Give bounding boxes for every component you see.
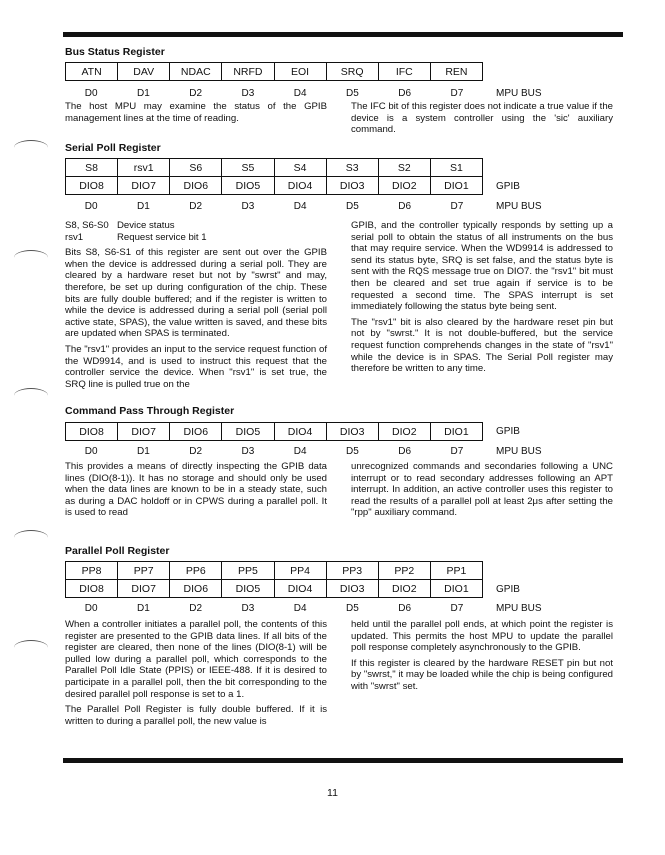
bit-label: D4 [293,603,307,614]
command-pass-left-text: This provides a means of directly inspecting the GPIB data lines (DIO(8-1)). It has no storage and should only be used when the data lines are known to be in a steady state, such as during a DAC holdoff or in CPWS during a parallel poll. It is used to read [65,461,327,519]
register-cell: PP2 [378,562,430,580]
serial-poll-mpu-bus-label: MPU BUS [496,201,542,212]
register-cell: DIO8 [66,580,118,598]
command-pass-gpib-label: GPIB [496,426,520,437]
register-cell: PP5 [222,562,274,580]
register-cell: NRFD [222,63,274,81]
serial-poll-right-column [351,220,613,379]
serial-poll-left-column [65,220,327,394]
command-pass-mpu-bus-label: MPU BUS [496,446,542,457]
margin-mark [14,140,48,155]
bus-status-bit-labels [65,88,483,99]
bit-label: D2 [189,201,203,212]
bit-label: D3 [241,201,255,212]
parallel-poll-gpib-label: GPIB [496,584,520,595]
margin-mark [14,640,48,655]
serial-poll-right-paragraph-1: GPIB, and the controller typically responds by setting up a serial poll to obtain the status of all instruments on the bus that may require service. When the WD9914 is addressed to send its status byte, SRQ is set false, and the status byte is sent with the RQS message true on DIO7. the "rsv1" bit must then be cleared and set true again if service is to be requested a second time. The SPAS interrupt is set immediately following the status byte being sent. [351,220,613,313]
bit-label: D3 [241,88,255,99]
register-cell: DIO5 [222,423,274,441]
bit-label: D0 [84,446,98,457]
register-cell: DIO6 [170,423,222,441]
bit-label: D6 [398,603,412,614]
parallel-poll-right-column [351,619,613,697]
bit-label: D2 [189,603,203,614]
definition-device-status [65,220,327,232]
register-cell: DIO3 [326,423,378,441]
register-cell: PP7 [118,562,170,580]
register-cell: DIO7 [118,177,170,195]
register-cell: S6 [170,159,222,177]
register-cell: PP1 [430,562,482,580]
serial-poll-left-paragraph-1: Bits S8, S6-S1 of this register are sent out over the GPIB when the device is addressed during a serial poll. They are cleared by a hardware reset but not by "swrst" and may, therefore, be set up during configuration of the chip. These bits are fully double buffered; and if the register is written to while the device is addressed during a serial poll (serial poll active state, SPAS), the value written is saved, and these bits are updated when SPAS is terminated. [65,247,327,340]
register-cell: rsv1 [118,159,170,177]
bit-label: D4 [293,88,307,99]
register-cell: DIO5 [222,177,274,195]
bit-label: D4 [293,446,307,457]
register-cell: DIO3 [326,177,378,195]
register-cell: DIO2 [378,177,430,195]
register-cell: PP8 [66,562,118,580]
page-number: 11 [327,787,338,799]
margin-mark [14,530,48,545]
serial-poll-gpib-label: GPIB [496,181,520,192]
bit-label: D6 [398,201,412,212]
bottom-rule [63,758,623,763]
register-cell: DIO2 [378,580,430,598]
bit-label: D3 [241,446,255,457]
definition-rsv1 [65,232,327,244]
bit-label: D6 [398,88,412,99]
definition-key: rsv1 [65,231,84,243]
top-rule [63,32,623,37]
command-pass-title: Command Pass Through Register [65,405,235,417]
command-pass-bit-labels [65,446,483,457]
bus-status-title: Bus Status Register [65,46,165,58]
register-cell: S2 [378,159,430,177]
bit-label: D0 [84,88,98,99]
bit-label: D1 [136,88,150,99]
bit-label: D7 [450,603,464,614]
register-cell: DIO4 [274,423,326,441]
register-cell: DIO7 [118,423,170,441]
bit-label: D5 [345,88,359,99]
bus-status-register-table [65,62,483,81]
parallel-poll-mpu-bus-label: MPU BUS [496,603,542,614]
margin-mark [14,388,48,403]
register-cell: EOI [274,63,326,81]
bus-status-mpu-bus-label: MPU BUS [496,88,542,99]
bit-label: D1 [136,201,150,212]
definition-value: Request service bit 1 [117,231,207,243]
bit-label: D0 [84,603,98,614]
register-cell: ATN [66,63,118,81]
register-cell: PP4 [274,562,326,580]
margin-mark [14,250,48,265]
register-cell: DIO8 [66,423,118,441]
register-cell: NDAC [170,63,222,81]
register-cell: DIO1 [430,177,482,195]
register-cell: S5 [222,159,274,177]
serial-poll-right-paragraph-2: The "rsv1" bit is also cleared by the hardware reset pin but not by "swrst." It is not double-buffered, but the service request function comprehends changes in the state of "rsv1" while the device is in SPAS. The Serial Poll register may therefore be written to any time. [351,316,613,375]
register-cell: DIO5 [222,580,274,598]
register-cell: DIO6 [170,580,222,598]
command-pass-register-table [65,422,483,441]
parallel-poll-right-paragraph-1: held until the parallel poll ends, at which point the register is updated. This permits the host MPU to update the parallel poll response completely asynchronously to the GPIB. [351,619,613,654]
bit-label: D5 [345,201,359,212]
register-cell: S4 [274,159,326,177]
definition-value: Device status [117,220,175,231]
bit-label: D7 [450,446,464,457]
register-cell: DIO2 [378,423,430,441]
bit-label: D3 [241,603,255,614]
register-cell: DIO4 [274,177,326,195]
parallel-poll-right-paragraph-2: If this register is cleared by the hardware RESET pin but not by "swrst," it may be loaded while the chip is being configured with "swrst" set. [351,657,613,692]
register-cell: DIO8 [66,177,118,195]
register-cell: S8 [66,159,118,177]
bit-label: D1 [136,603,150,614]
definition-key: S8, S6-S0 [65,220,109,231]
bit-label: D0 [84,201,98,212]
bit-label: D2 [189,446,203,457]
register-cell: S3 [326,159,378,177]
serial-poll-left-paragraph-2: The "rsv1" provides an input to the service request function of the WD9914, and is used to instruct this request that the controller service the device. When "rsv1" is set true, the SRQ line is pulled true on the [65,343,327,390]
register-cell: DIO3 [326,580,378,598]
bit-label: D7 [450,201,464,212]
register-cell: PP3 [326,562,378,580]
parallel-poll-bit-labels [65,603,483,614]
parallel-poll-left-column [65,619,327,731]
bit-label: D5 [345,446,359,457]
register-cell: REN [430,63,482,81]
bus-status-left-text: The host MPU may examine the status of the GPIB management lines at the time of reading. [65,101,327,124]
parallel-poll-register-table [65,561,483,598]
bus-status-right-text: The IFC bit of this register does not indicate a true value if the device is a system controller using the 'sic' auxiliary command. [351,101,613,136]
register-cell: DAV [118,63,170,81]
register-cell: PP6 [170,562,222,580]
register-cell: DIO1 [430,580,482,598]
parallel-poll-title: Parallel Poll Register [65,545,170,557]
register-cell: DIO1 [430,423,482,441]
serial-poll-title: Serial Poll Register [65,142,161,154]
serial-poll-bit-labels [65,201,483,212]
register-cell: DIO7 [118,580,170,598]
bit-label: D6 [398,446,412,457]
register-cell: DIO6 [170,177,222,195]
command-pass-right-text: unrecognized commands and secondaries following a UNC interrupt or to read secondary addresses following an APT interrupt. In addition, an active controller uses this register to read the results of a parallel poll at least 2μs after setting the "rpp" auxiliary command. [351,461,613,519]
bit-label: D5 [345,603,359,614]
register-cell: DIO4 [274,580,326,598]
parallel-poll-left-paragraph-2: The Parallel Poll Register is fully double buffered. If it is written to during a parallel poll, the new value is [65,704,327,727]
bit-label: D4 [293,201,307,212]
bit-label: D1 [136,446,150,457]
parallel-poll-left-paragraph-1: When a controller initiates a parallel poll, the contents of this register are presented to the GPIB data lines. If all bits of the register are cleared, then none of the lines (DIO(8-1) will be pulled low during a parallel poll, which corresponds to the Parallel Poll Idle State (PPIS) or IEEE-488. If it is desired to participate in a parallel poll, then the bit corresponding to the desired parallel poll response is set to a 1. [65,619,327,700]
bit-label: D7 [450,88,464,99]
register-cell: IFC [378,63,430,81]
bit-label: D2 [189,88,203,99]
register-cell: S1 [430,159,482,177]
register-cell: SRQ [326,63,378,81]
serial-poll-register-table [65,158,483,195]
